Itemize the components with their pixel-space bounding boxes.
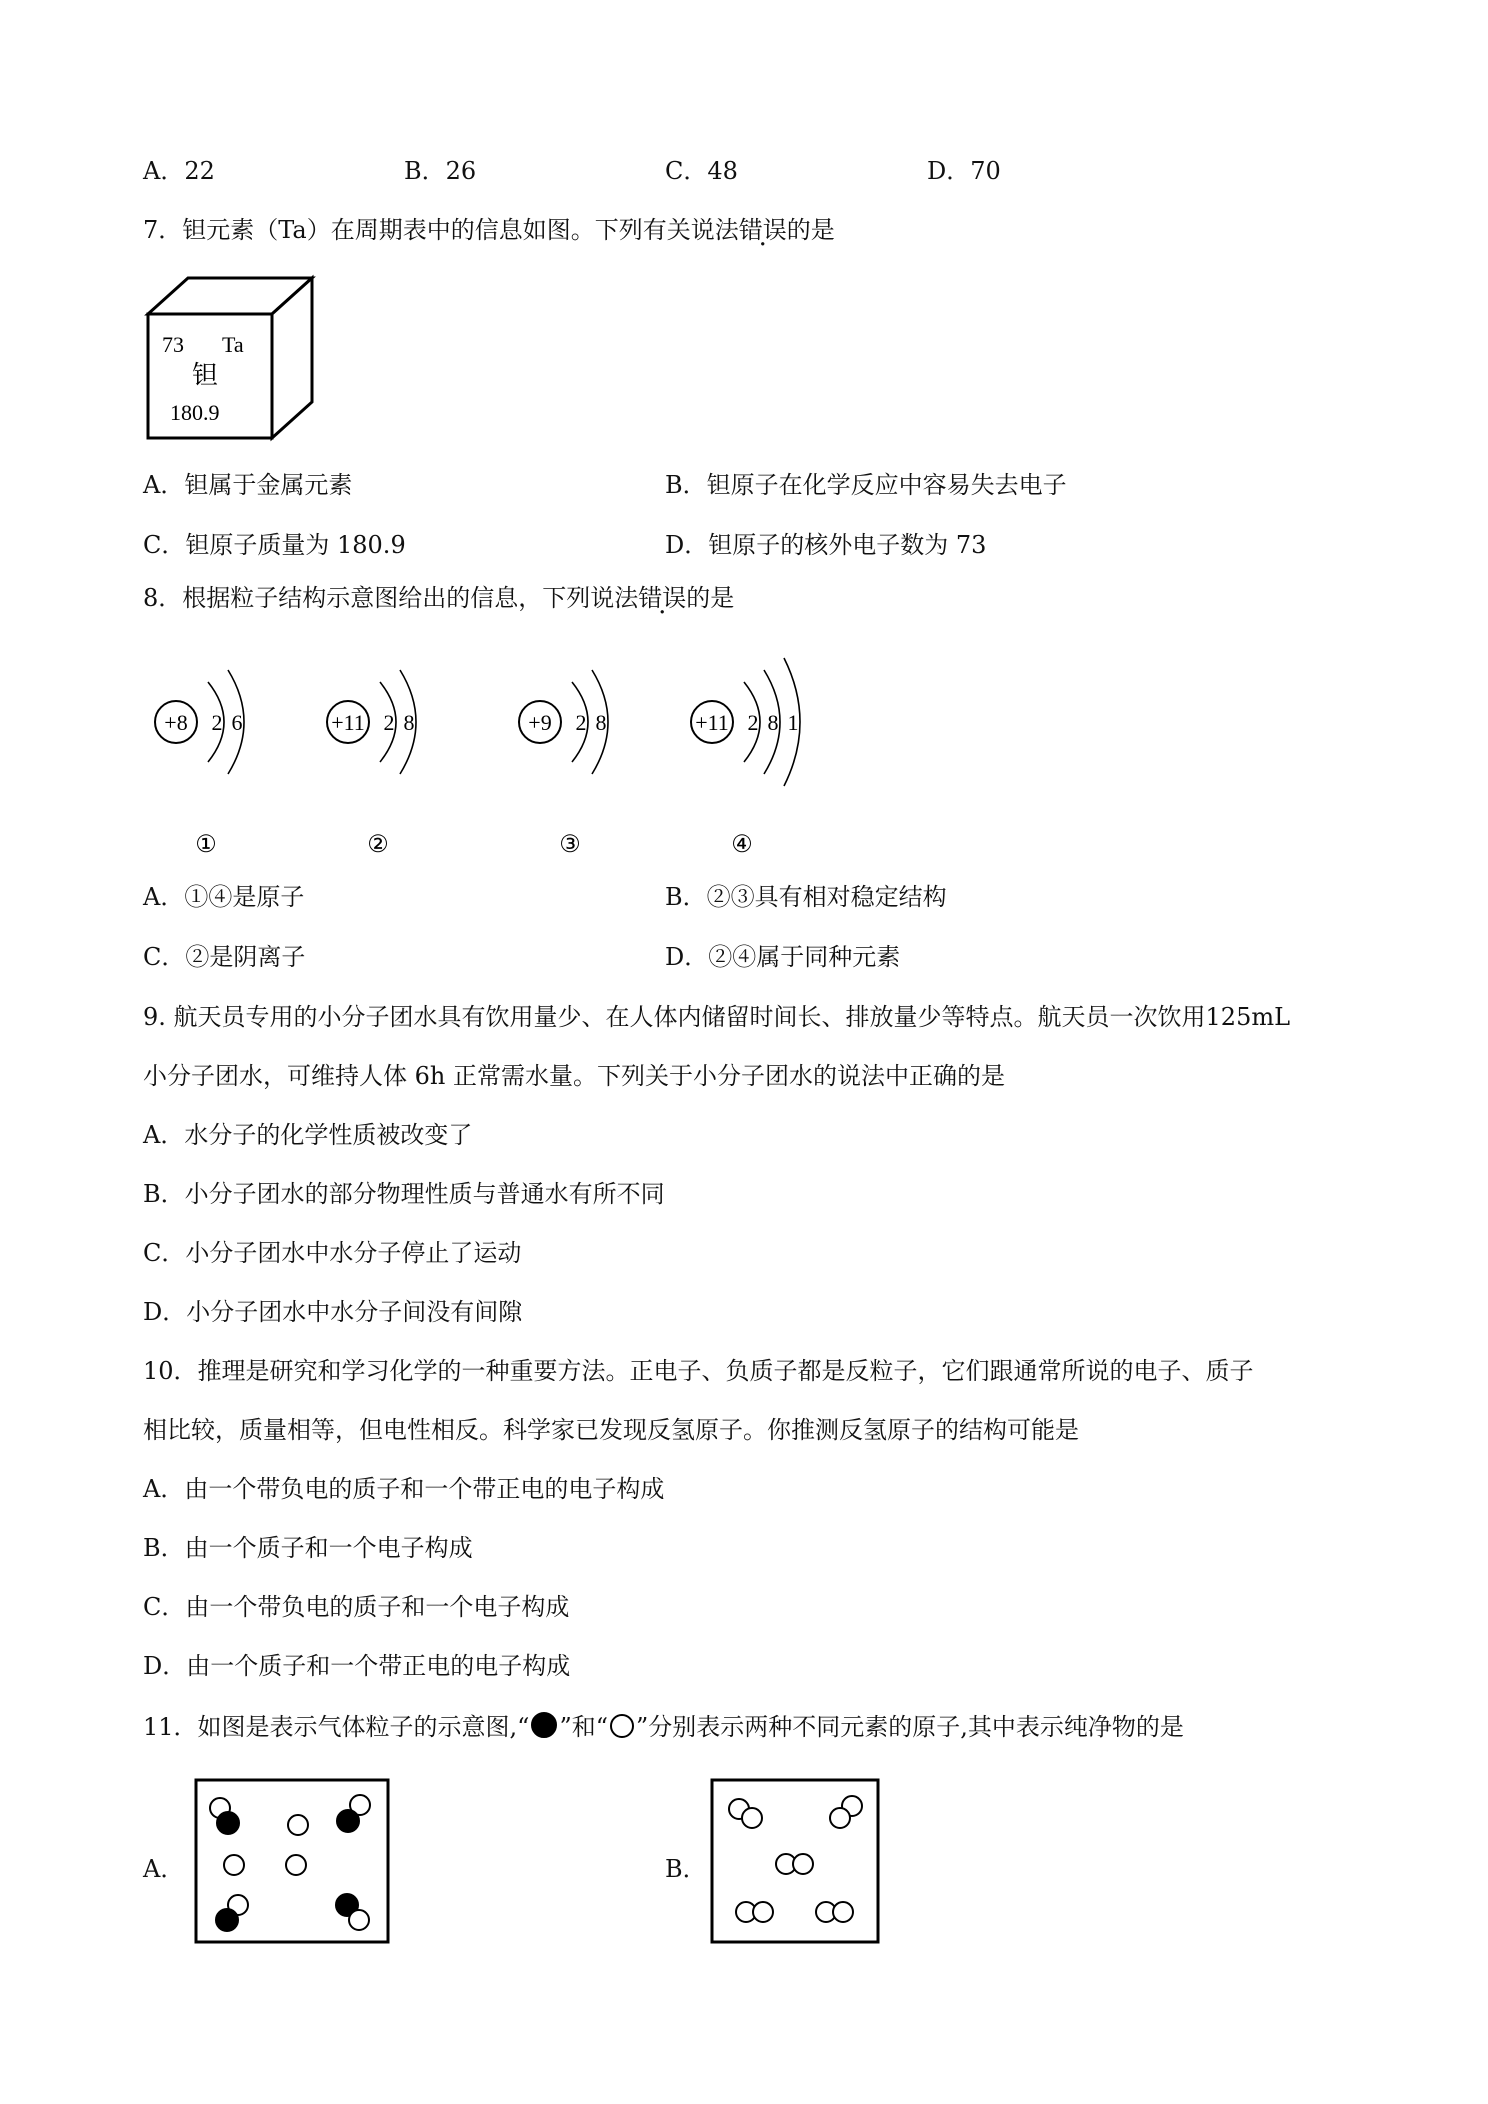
option-text: 22 [184,157,215,185]
q10-option-a [143,1474,664,1504]
hollow-atom-icon [610,1714,634,1738]
q7-option-c [143,530,406,560]
option-text: 26 [445,157,477,185]
option-text: ②④属于同种元素 [708,943,901,971]
option-text: 48 [707,157,738,185]
hollow-atom [742,1808,762,1828]
stem-text: 7．钽元素（Ta）在周期表中的信息如图。下列有关说法 [143,216,739,244]
shell-electron-count: 1 [787,710,799,735]
option-letter: C． [143,1593,186,1621]
filled-atom [337,1810,359,1832]
stem-emphasis: 错误 [738,216,787,244]
q8-option-d [665,942,900,972]
atomic-mass: 180.9 [170,400,220,425]
q11-option-a-diagram [194,1778,390,1944]
particle-label: ② [367,832,389,858]
particle-label: ③ [559,832,581,858]
hollow-atom [753,1902,773,1922]
option-text: 钽原子质量为 180.9 [185,531,406,559]
particle-diagram-4 [691,658,800,858]
tantalum-element-card [140,270,340,450]
hollow-atom [288,1815,308,1835]
option-letter: B． [665,471,707,499]
option-letter: B． [404,157,446,185]
hollow-atom [793,1854,813,1874]
particle-diagram-1 [155,670,244,858]
option-text: 小分子团水中水分子间没有间隙 [186,1298,523,1326]
option-text: ②③具有相对稳定结构 [706,883,947,911]
option-letter: C． [143,943,186,971]
option-letter: B． [143,1534,185,1562]
option-letter: C． [665,157,708,185]
option-text: ②是阴离子 [185,943,306,971]
stem-text-end: 的是 [686,584,735,612]
q9-option-c [143,1238,521,1268]
shell-electron-count: 2 [383,710,395,735]
atomic-number: 73 [162,332,184,357]
stem-text-end: ”分别表示两种不同元素的原子,其中表示纯净物的是 [635,1713,1184,1741]
stem-text-mid: ”和“ [559,1713,608,1741]
hollow-atom [349,1910,369,1930]
stem-emphasis: 错误 [638,584,687,612]
shell-electron-count: 8 [403,710,415,735]
nucleus-charge: +9 [528,710,552,735]
option-letter: A． [143,157,185,185]
stem-text-end: 的是 [786,216,835,244]
q7-stem [143,215,835,245]
option-text: 由一个质子和一个带正电的电子构成 [186,1652,571,1680]
q11-stem [143,1712,1184,1742]
option-text: 小分子团水中水分子停止了运动 [185,1239,522,1267]
option-letter: A． [143,471,185,499]
shell-electron-count: 2 [747,710,759,735]
element-name: 钽 [192,361,219,390]
q7-option-d [665,530,986,560]
filled-atom [217,1812,239,1834]
option-text: 水分子的化学性质被改变了 [184,1121,473,1149]
q9-option-a [143,1120,472,1150]
option-letter: B． [665,883,707,911]
hollow-atom [224,1855,244,1875]
q9-option-b [143,1179,665,1209]
hollow-atom [833,1902,853,1922]
option-letter: A． [143,1121,185,1149]
q10-stem-line-2: 相比较，质量相等，但电性相反。科学家已发现反氢原子。你推测反氢原子的结构可能是 [143,1416,1079,1444]
option-letter: D． [665,943,709,971]
shell-electron-count: 2 [575,710,587,735]
option-letter: B． [143,1180,185,1208]
option-text: 由一个带负电的质子和一个电子构成 [185,1593,570,1621]
option-letter: D． [665,531,709,559]
particle-diagram-2 [327,670,416,858]
stem-text: 11．如图是表示气体粒子的示意图,“ [143,1713,530,1741]
option-letter: D． [143,1652,187,1680]
q8-stem [143,583,734,613]
q8-option-c [143,942,305,972]
particle-label: ① [195,832,217,858]
shell-electron-count: 6 [231,710,243,735]
q10-stem-line-1: 10．推理是研究和学习化学的一种重要方法。正电子、负质子都是反粒子，它们跟通常所说的电子、质子 [143,1357,1254,1385]
particle-label: ④ [731,832,753,858]
shell-electron-count: 8 [595,710,607,735]
q9-option-d [143,1297,522,1327]
filled-atom-icon [531,1712,557,1738]
filled-atom [216,1909,238,1931]
option-text: 由一个质子和一个电子构成 [184,1534,473,1562]
particle-diagram-3 [519,670,608,858]
option-letter: D． [927,157,971,185]
q11-option-b-diagram [710,1778,880,1944]
option-text: 钽原子在化学反应中容易失去电子 [706,471,1067,499]
option-letter: C． [143,531,186,559]
q8-option-a [143,882,304,912]
hollow-atom [286,1855,306,1875]
option-text: 小分子团水的部分物理性质与普通水有所不同 [184,1180,665,1208]
element-symbol: Ta [222,332,244,357]
q6-option-d [927,156,1001,186]
option-text: 钽属于金属元素 [184,471,353,499]
q6-option-a [143,156,215,186]
q9-stem-line-1: 9. 航天员专用的小分子团水具有饮用量少、在人体内储留时间长、排放量少等特点。航天员一次饮用125mL [143,1003,1291,1031]
shell-electron-count: 2 [211,710,223,735]
option-letter: C． [143,1239,186,1267]
option-text: 由一个带负电的质子和一个带正电的电子构成 [184,1475,665,1503]
q11-option-a-label: A． [143,1855,185,1883]
q9-stem-line-2: 小分子团水，可维持人体 6h 正常需水量。下列关于小分子团水的说法中正确的是 [143,1062,1005,1090]
option-letter: A． [143,883,185,911]
option-text: ①④是原子 [184,883,305,911]
nucleus-charge: +11 [331,710,365,735]
option-letter: A． [143,1475,185,1503]
q6-option-b [404,156,476,186]
nucleus-charge: +8 [164,710,188,735]
option-text: 钽原子的核外电子数为 73 [708,531,987,559]
nucleus-charge: +11 [695,710,729,735]
q7-option-b [665,470,1067,500]
shell-electron-count: 8 [767,710,779,735]
q7-option-a [143,470,352,500]
stem-text: 8．根据粒子结构示意图给出的信息，下列说法 [143,584,639,612]
q11-option-b-label: B． [665,1855,707,1883]
q6-option-c [665,156,738,186]
particle-structure-diagrams [140,640,860,860]
hollow-atom [830,1808,850,1828]
q10-option-b [143,1533,473,1563]
q8-option-b [665,882,947,912]
option-letter: D． [143,1298,187,1326]
option-text: 70 [970,157,1001,185]
q10-option-c [143,1592,569,1622]
q10-option-d [143,1651,570,1681]
